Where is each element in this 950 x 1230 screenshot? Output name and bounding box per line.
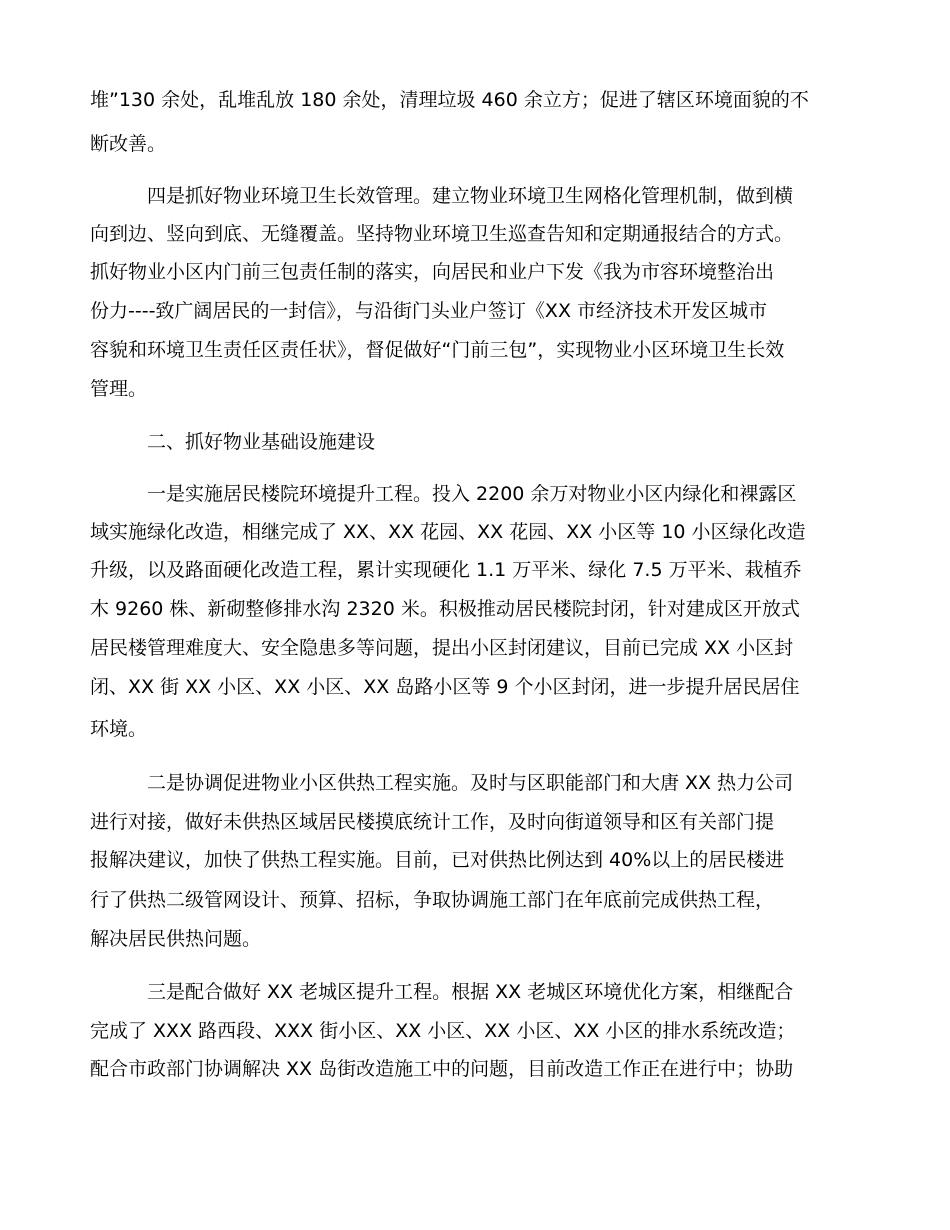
text-line: 升级，以及路面硬化改造工程，累计实现硬化 1.1 万平米、绿化 7.5 万平米、栽植乔 xyxy=(90,559,802,581)
section-heading: 二、抓好物业基础设施建设 xyxy=(147,431,376,453)
text-line: 环境。 xyxy=(90,718,148,740)
text-line: 管理。 xyxy=(90,378,148,400)
text-line: 行了供热二级管网设计、预算、招标，争取协调施工部门在年底前完成供热工程， xyxy=(90,889,775,911)
text-line: 完成了 XXX 路西段、XXX 街小区、XX 小区、XX 小区、XX 小区的排水系统改造； xyxy=(90,1020,796,1042)
text-line: 容貌和环境卫生责任区责任状》，督促做好“门前三包”，实现物业小区环境卫生长效 xyxy=(90,339,785,361)
text-line: 解决居民供热问题。 xyxy=(90,928,262,950)
text-line: 四是抓好物业环境卫生长效管理。建立物业环境卫生网格化管理机制，做到横 xyxy=(147,185,794,207)
text-line: 报解决建议，加快了供热工程实施。目前，已对供热比例达到 40%以上的居民楼进 xyxy=(90,849,785,871)
text-line: 进行对接，做好未供热区域居民楼摸底统计工作，及时向街道领导和区有关部门提 xyxy=(90,811,775,833)
text-line: 域实施绿化改造，相继完成了 XX、XX 花园、XX 花园、XX 小区等 10 小区绿化改造 xyxy=(90,521,806,543)
text-line: 配合市政部门协调解决 XX 岛街改造施工中的问题，目前改造工作正在进行中；协助 xyxy=(90,1058,794,1080)
text-line: 木 9260 株、新砌整修排水沟 2320 米。积极推动居民楼院封闭，针对建成区开放式 xyxy=(90,598,800,620)
text-line: 堆”130 余处，乱堆乱放 180 余处，清理垃圾 460 余立方；促进了辖区环境面貌的不 xyxy=(90,89,809,111)
text-line: 抓好物业小区内门前三包责任制的落实，向居民和业户下发《我为市容环境整治出 xyxy=(90,261,775,283)
text-line: 居民楼管理难度大、安全隐患多等问题，提出小区封闭建议，目前已完成 XX 小区封 xyxy=(90,637,794,659)
text-line: 二是协调促进物业小区供热工程实施。及时与区职能部门和大唐 XX 热力公司 xyxy=(147,772,794,794)
text-line: 闭、XX 街 XX 小区、XX 小区、XX 岛路小区等 9 个小区封闭，进一步提升居民居住 xyxy=(90,676,800,698)
text-line: 三是配合做好 XX 老城区提升工程。根据 XX 老城区环境优化方案，相继配合 xyxy=(147,981,794,1003)
text-line: 一是实施居民楼院环境提升工程。投入 2200 余万对物业小区内绿化和裸露区 xyxy=(147,483,797,505)
text-line: 份力----致广阔居民的一封信》，与沿街门头业户签订《XX 市经济技术开发区城市 xyxy=(90,300,767,322)
text-line: 向到边、竖向到底、无缝覆盖。坚持物业环境卫生巡查告知和定期通报结合的方式。 xyxy=(90,223,794,245)
text-line: 断改善。 xyxy=(90,133,167,155)
